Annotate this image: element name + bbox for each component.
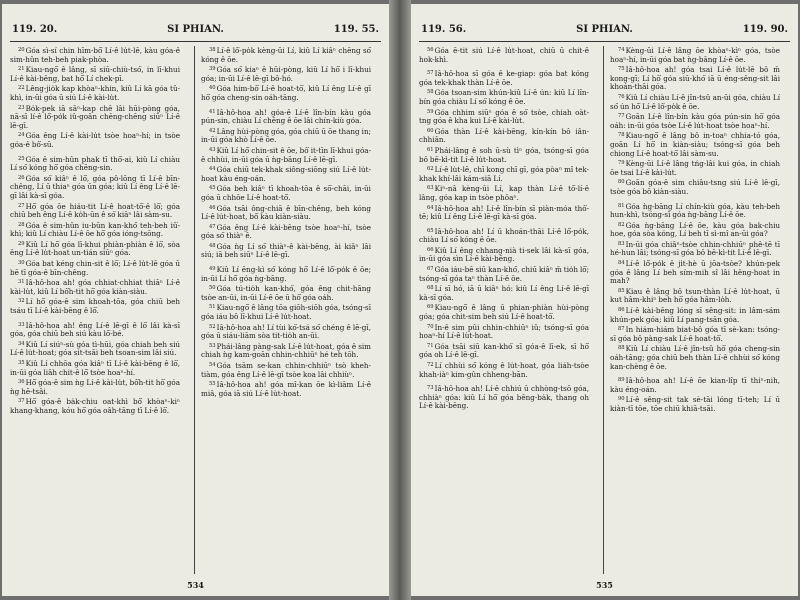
- verse-number: 70: [427, 323, 434, 330]
- verse-number: 59: [427, 108, 434, 115]
- verse-number: 43: [209, 146, 216, 153]
- verse: [610, 178, 780, 196]
- verse: [201, 65, 371, 83]
- verse-number: 58: [427, 89, 434, 96]
- verse-text: Góa ǹg-bāng Lí chín-kiù góa, kàu teh-beh hun-khì, tsóng-sī góa ǹg-bāng Lí-ê ōe.: [610, 201, 780, 220]
- verse: [610, 46, 780, 64]
- verse: [201, 204, 371, 222]
- verse-text: Góa tsām se-kan chhin-chhiūⁿ tsò kheh-tiàm, góa êng Lí-ê lē-gī tsòe koa lâi chhiùⁿ.: [201, 361, 371, 379]
- header-book-title: SI PHIAN.: [167, 24, 224, 35]
- verse: [10, 202, 180, 220]
- verse-number: 53: [209, 342, 216, 349]
- verse-text: Góa êng Lí-ê kài-lu̍t tsòe hoaⁿ-hí; in tsòe góa-ê bô͘-sū.: [10, 131, 180, 149]
- verse-number: 87: [618, 326, 625, 333]
- verse: [610, 112, 780, 130]
- verse: [201, 323, 371, 341]
- verse-number: 60: [427, 127, 434, 134]
- verse: [201, 127, 371, 145]
- verse: [610, 202, 780, 220]
- verse: [10, 278, 180, 296]
- verse: [419, 127, 589, 145]
- verse: [610, 395, 780, 413]
- verse: [610, 259, 780, 286]
- verse: [419, 146, 589, 164]
- verse-number: 45: [209, 185, 216, 192]
- header-verse-start: 119. 56.: [421, 24, 467, 35]
- verse: [201, 46, 371, 64]
- verse: [10, 65, 180, 83]
- verse: [201, 342, 371, 360]
- verse-number: 42: [209, 127, 216, 134]
- verse-text: Iâ-hô-hoa ah! Lí-ê chhiú ū chhòng-tsō góa, chhiàⁿ góa: kiû Lí hō͘ góa bêng-ba̍k, thang oh Lí-ê kài-bēng.: [419, 384, 589, 411]
- verse-number: 73: [427, 385, 434, 392]
- verse-number: 80: [618, 179, 625, 186]
- verse-number: 23: [18, 104, 25, 111]
- verse-number: 75: [618, 66, 625, 73]
- verse-text: Iâ-hô-hoa ah! êng Lí-ê lē-gī ê lō͘ lâi kà-sī góa, góa chiū beh siú kàu lō͘-bé.: [10, 320, 180, 339]
- verse: [10, 174, 180, 201]
- verse-text: Bo̍k-pek iā sāⁿ-kap chē lâi hūi-pòng góa, nā-sī lí-ê lô͘-po̍k iû-goân chēng-chēng siūⁿ Lí-ê lē-gī.: [10, 103, 180, 130]
- verse-number: 38: [209, 47, 216, 53]
- verse-text: Góa ǹg-bāng Lí-ê ōe, kàu góa bak-chiu hoe, góa sòa kóng, Lí beh tī sì-mî an-ūi góa?: [610, 220, 780, 239]
- verse: [419, 342, 589, 360]
- verse-text: Góa chhim siūⁿ góa ê só͘ tsòe, chiah oàt-tng góa ê kha kui Lí-ê kài-lu̍t.: [419, 107, 589, 126]
- header-rule: [419, 41, 790, 42]
- verse: [201, 303, 371, 321]
- verse-text: Kiû Lí chiàu Lí-ê jîn-tsû hō͘ góa cheng-sin oáh-tāng; góa chiū beh thàn Lí-ê chhùi só͘ kóng kan-chèng ê ōe.: [610, 344, 780, 371]
- verse-text: Hō͘ góa ōe hiáu-tit Lí-ê hoat-tō͘-ê lō͘; góa chiū beh êng Lí-ê ko̍h-ūn ê só͘ kiâⁿ lâi sàm-su.: [10, 201, 180, 220]
- verse: [419, 165, 589, 183]
- verse: [419, 384, 589, 411]
- header-verse-start: 119. 20.: [12, 24, 58, 35]
- verse-number: 82: [618, 221, 625, 228]
- verse: [419, 323, 589, 341]
- verse-number: 29: [18, 240, 25, 247]
- verse: [610, 93, 780, 111]
- verse-text: Kiû Lí siúⁿ-sù góa tì-hūi, góa chiah beh siú Lí-ê lu̍t-hoat; góa sit-tsāi beh tsoan-sim lâi siú.: [10, 339, 180, 358]
- verse-number: 74: [618, 47, 625, 53]
- verse-number: 22: [18, 85, 25, 92]
- verse-text: Hō͘ góa-ê sim ǹg Lí-ê kài-lu̍t, bô͘h-tit hō͘ góa ǹg hē-tsâi.: [10, 378, 180, 396]
- verse: [419, 361, 589, 379]
- verse: [610, 376, 780, 394]
- verse-number: 71: [427, 342, 434, 349]
- verse-text: Iâ-hô-hoa sī góa ê ke-giap: góa bat kóng góa tek-khak thàn Lí-ê ōe.: [419, 69, 589, 87]
- verse-number: 63: [427, 185, 434, 192]
- verse-text: Kiau-ngō͘ ê lâng, sī siū-chiù-tsó͘, in lī-khui Lí-ê kài-bēng, bat hō͘ Lí chek-pī.: [10, 65, 180, 83]
- verse: [201, 265, 371, 283]
- verse-number: 39: [209, 66, 216, 73]
- verse-number: 20: [18, 47, 25, 53]
- verse-text: Kiû Lí êng chhang-nià ti-sek lâi kà-sī góa, in-ūi góa sìn Lí-ê kài-bēng.: [419, 245, 589, 264]
- verse-text: Lí-ê lô͘-po̍k kèng-ūi Lí, kiû Lí kiâⁿ chēng só͘ kóng ê ōe.: [201, 46, 371, 64]
- verse: [201, 380, 371, 398]
- verse: [419, 303, 589, 321]
- verse-text: Lí sī hó, iā ū kiâⁿ hó: kiû Lí êng Lí-ê lē-gī kà-sī góa.: [419, 284, 589, 302]
- verse: [419, 284, 589, 302]
- verse-text: Iâ-hô-hoa ah! góa mî-kan ōe kì-liām Lí-ê miâ, góa iā siú Lí-ê lu̍t-hoat.: [201, 380, 371, 398]
- verse-number: 36: [18, 379, 25, 386]
- text-column-right: [610, 46, 780, 574]
- page-number: 535: [596, 580, 613, 590]
- verse-text: Góa bat kéng chin-sit ê lō͘; Lí-ê lu̍t-lē góa ū bē tī góa-ê bīn-chêng.: [10, 259, 180, 277]
- verse: [10, 84, 180, 102]
- verse-text: Phái-lâng ê soh ū-sù tìⁿ góa, tsóng-sī góa bô bē-kì-tit Lí-ê lu̍t-hoat.: [419, 145, 589, 164]
- verse-number: 25: [18, 155, 25, 162]
- verse-text: Kiau-ngō͘ ê lâng tōa giōh-siōh góa, tsóng-sī góa iáu bô lī-khui Lí-ê lu̍t-hoat.: [201, 303, 371, 322]
- verse-text: Kiû Lí chiàu Lí-ê jîn-tsû an-ūi góa, chiàu Lí só͘ ún hō͘ Lí-ê lô͘-po̍k ê ōe.: [610, 92, 780, 111]
- verse-text: Hō͘ góa-ê ba̍k-chiu oat-khì bô͘ khòaⁿ-kiⁿ khang-khang, kóu hō͘ góa oâh-tāng tī Lí-ê lō͘.: [10, 397, 180, 415]
- verse: [201, 242, 371, 260]
- verse-number: 30: [18, 260, 25, 267]
- verse: [419, 88, 589, 106]
- verse-text: In-ê sim pûi chhin-chhiūⁿ iû; tsóng-sī góa hoaⁿ-hí Lí-ê lu̍t-hoat.: [419, 322, 589, 341]
- verse-text: Iâ-hô-hoa ah! góa chhiat-chhiat thiāⁿ Lí-ê kài-lu̍t, kiû Lí bô͘h-tit hō͘ góa kiàn-siàu.: [10, 278, 180, 296]
- verse: [201, 165, 371, 183]
- verse: [10, 104, 180, 131]
- verse-text: Góa iáu-bē siū kan-khó͘, chiū kiâⁿ m̄ tio̍h lō͘; tsóng-sī góa taⁿ thàn Lí-ê ōe.: [419, 265, 589, 283]
- verse-number: 86: [618, 307, 625, 314]
- verse-number: 62: [427, 166, 434, 173]
- verse-text: Lí hō͘ góa-ê sim khoah-tōa, góa chiū beh tsáu tī Lí-ê kài-bēng ê lō͘.: [10, 297, 180, 316]
- verse-text: Góa tú-tio̍h kan-khó͘, góa êng chit-hāng tsòe an-ūi, in-ūi Lí-ê ōe ū hō͘ góa oáh.: [201, 284, 371, 302]
- verse: [201, 284, 371, 302]
- verse-text: Góa tsāi ông-chiā ê bīn-chêng, beh kóng Lí-ê lu̍t-hoat, bô͘ kàu kiàn-siàu.: [201, 203, 371, 222]
- verse-text: Goān Lí-ê lîn-bín kàu góa pún-sin hō͘ góa oáh: in-ūi góa tsòe Lí-ê lu̍t-hoat tsòe hoaⁿ-hí.: [610, 112, 780, 130]
- verse-number: 32: [18, 298, 25, 305]
- text-column-left: [419, 46, 589, 574]
- verse-number: 47: [209, 223, 216, 230]
- verse: [419, 69, 589, 87]
- verse: [201, 223, 371, 241]
- verse-text: Góa ǹg Lí só͘ thiàⁿ-ê kài-bēng, ài kiâⁿ lâi siú; iā beh siūⁿ Lí-ê lē-gī.: [201, 241, 371, 260]
- verse-number: 51: [209, 304, 216, 311]
- verse-text: Lí chhùi só͘ kóng ê lu̍t-hoat, góa liáh-tsòe khah-iàⁿ kim-gûn chheng-bān.: [419, 361, 589, 379]
- verse-text: Iâ-hô-hoa ah! Lí-ê ōe kian-lîp tī thiⁿ-nih, kàu éng-oán.: [610, 376, 780, 394]
- verse: [201, 361, 371, 379]
- running-header: [421, 24, 788, 38]
- verse-text: Góa só͘ kiâⁿ ê lō͘, góa pô-lōng tī Lí-ê bīn-chêng, Lí ū thiaⁿ góa ūn góa; kiû Lí êng Lí-ê lē-gī lâi kà-sī góa.: [10, 173, 180, 200]
- verse: [419, 184, 589, 202]
- verse-text: Goān góa-ê sim chiâu-tsng siú Lí-ê lē-gī, tsòe góa bô kiàn-siàu.: [610, 178, 780, 196]
- verse-text: Góa chiū tek-khak siông-siōng siú Lí-ê lu̍t-hoat kàu éng-oán.: [201, 165, 371, 183]
- verse-text: Góa ê sim-hûn phak tī thô͘-ai, kiû Lí chiàu Lí só͘ kóng hō͘ góa chēng-sin.: [10, 154, 180, 173]
- verse-number: 65: [427, 227, 434, 234]
- verse-text: Phái-lâng pàng-sak Lí-ê lu̍t-hoat, góa ê sim chiah ǹg kam-goān chhin-chhiūⁿ hé teh tōh.: [201, 341, 371, 360]
- verse-number: 27: [18, 202, 25, 209]
- verse-text: Iâ-hô-hoa ah! Lí tùi kó͘-tsá só͘ chéng ê lē-gī, góa ū siáu-liām sòa tit-tio̍h an-ūi.: [201, 322, 371, 341]
- header-book-title: SI PHIAN.: [576, 24, 633, 35]
- verse-number: 52: [209, 323, 216, 330]
- verse: [419, 265, 589, 283]
- book-gutter: [389, 0, 411, 600]
- verse: [610, 221, 780, 239]
- verse-text: Kiû Lí hō͘ góa lī-khui phiàn-phiàn ê lō͘, sòa êng Lí-ê lu̍t-hoat un-tián siūⁿ góa.: [10, 239, 180, 258]
- verse: [201, 184, 371, 202]
- verse-text: Góa beh kiâⁿ tī khoah-tōa ê sō͘-chāi, in-ūi góa ū chhōe Lí-ê hoat-tō͘.: [201, 184, 371, 202]
- verse-number: 69: [427, 304, 434, 311]
- verse-number: 49: [209, 266, 216, 273]
- verse-number: 77: [618, 113, 625, 120]
- verse-number: 83: [618, 240, 625, 247]
- verse-text: Kiû Lí chhōa góa kiâⁿ tī Lí-ê kài-bēng ê lō͘, in-ūi góa liâh chit-ê lō͘ tsòe hoaⁿ-hí.: [10, 359, 180, 377]
- verse: [10, 321, 180, 339]
- verse-text: Lí-ê lu̍t-lē, chī kong chī gī, góa pòaⁿ mî tek-khak khí-lâi kám-siā Lí.: [419, 165, 589, 183]
- verse: [419, 227, 589, 245]
- verse-number: 79: [618, 160, 625, 167]
- verse: [419, 204, 589, 222]
- verse-text: Iâ-hô-hoa ah! góa tsai Lí-ê lu̍t-lē bô m̄ kong-gī; Lí hō͘ góa siū-khó͘ iā ū éng-sêng-sit lâi khoán-thāi góa.: [610, 65, 780, 92]
- verse-number: 64: [427, 204, 434, 211]
- verse-text: Góa ē-tit siú Lí-ê lu̍t-hoat, chiū ū chit-ê hok-khì.: [419, 46, 589, 64]
- verse-text: Góa him-bō͘ Lí-ê hoat-tō͘, kiû Lí êng Lí-ê gī hō͘ góa cheng-sin oáh-tāng.: [201, 84, 371, 102]
- verse-number: 57: [427, 70, 434, 77]
- verse-text: Kiau-ngō͘ ê lâng ū phian-phiàn hùi-pòng góa; góa chit-sim beh siú Lí-ê hoat-tō͘.: [419, 303, 589, 322]
- verse-number: 85: [618, 287, 625, 294]
- verse-number: 28: [18, 221, 25, 228]
- column-divider: [194, 46, 195, 574]
- verse: [201, 108, 371, 126]
- verse-number: 66: [427, 246, 434, 253]
- verse-number: 44: [209, 166, 216, 173]
- verse-number: 48: [209, 242, 216, 249]
- verse-text: Góa thàn Lí-ê kài-bēng, kín-kín bô iân-chhiân.: [419, 126, 589, 145]
- verse-text: Lí-ê kài-bēng lóng sī sêng-sit: in lâm-sám khún-pek góa; kiû Lí pang-tsān góa.: [610, 306, 780, 324]
- verse-text: Lí-ê lô͘-po̍k ê ji̍t-hè ū jōa-tsòe? khún-pek góa ê lâng Lí beh sím-mih sî lâi hêng-hoat in mah?: [610, 259, 780, 286]
- verse-number: 56: [427, 47, 434, 53]
- verse-number: 33: [18, 321, 25, 328]
- verse-text: Lí-ê sêng-sit tak sè-tāi lóng tī-teh; Lí ū kiàn-tī tōe, tōe chiū khiā-tsāi.: [610, 395, 780, 413]
- verse: [10, 155, 180, 173]
- verse-text: Kiau ê lâng bô tsun-thàn Lí-ê lu̍t-hoat, ū kut hâm-khiⁿ beh hō͘ góa hâm-lo̍h.: [610, 286, 780, 305]
- running-header: [12, 24, 379, 38]
- verse-number: 55: [209, 381, 216, 388]
- verse: [610, 344, 780, 371]
- verse-text: Lâng hùi-pòng góa, góa chiū ū ōe thang in; in-ūi góa khò Lí-ê ōe.: [201, 126, 371, 145]
- verse: [610, 287, 780, 305]
- verse-number: 46: [209, 204, 216, 211]
- verse-number: 24: [18, 132, 25, 139]
- verse: [610, 306, 780, 324]
- verse-number: 76: [618, 93, 625, 100]
- verse-number: 68: [427, 285, 434, 292]
- verse: [10, 259, 180, 277]
- verse: [10, 297, 180, 315]
- verse-text: Góa sì-sí chin hīm-bō͘ Lí-ê lu̍t-lē, kàu góa-ê sim-hûn teh-beh piak-phòa.: [10, 46, 180, 64]
- header-verse-end: 119. 90.: [742, 24, 788, 35]
- column-divider: [603, 46, 604, 574]
- verse: [10, 397, 180, 415]
- verse-text: Iâ-hô-hoa ah! Lí-ê lîn-bín sī piàn-móa thô͘-tē; kiû Lí êng Lí-ê lē-gī kà-sī góa.: [419, 203, 589, 222]
- verse: [10, 240, 180, 258]
- verse: [10, 340, 180, 358]
- verse: [10, 378, 180, 396]
- header-verse-end: 119. 55.: [333, 24, 379, 35]
- verse-number: 81: [618, 202, 625, 209]
- verse-number: 78: [618, 132, 625, 139]
- verse-text: In hiám-hiám biat-bô góa tī sè-kan: tsóng-sī góa bô pàng-sak Lí-ê hoat-tō͘.: [610, 325, 780, 343]
- verse-number: 34: [18, 340, 25, 347]
- verse-number: 61: [427, 146, 434, 153]
- right-page: [411, 4, 798, 596]
- verse-text: Kiû Lí hō͘ chin-sit ê ōe, bô͘ it-tīn lī-khui góa-ê chhùi, in-ūi góa ū ǹg-bāng Lí-ê lē-gī.: [201, 145, 371, 164]
- page-number: 534: [187, 580, 204, 590]
- left-page: [2, 4, 389, 596]
- verse-number: 37: [18, 398, 25, 405]
- verse: [10, 359, 180, 377]
- verse-text: Góa êng Lí-ê kài-bēng tsòe hoaⁿ-hí, tsòe góa só͘ thiàⁿ ê.: [201, 222, 371, 241]
- verse-number: 50: [209, 285, 216, 292]
- verse-number: 67: [427, 266, 434, 273]
- verse-text: Góa só͘ kiaⁿ ê hūi-pòng, kiû Lí hō͘ i lī-khui góa; in-ūi Lí-ê lē-gī bô-hó.: [201, 65, 371, 83]
- verse: [419, 46, 589, 64]
- verse-number: 72: [427, 362, 434, 368]
- verse-number: 35: [18, 360, 25, 366]
- verse-number: 41: [209, 108, 216, 115]
- verse: [201, 84, 371, 102]
- verse: [10, 131, 180, 149]
- verse: [610, 159, 780, 177]
- verse: [10, 221, 180, 239]
- verse-number: 90: [618, 396, 625, 403]
- verse-text: Góa tsāi siū kan-khó͘ sī góa-ê lī-ek, sī hō͘ góa oh Lí-ê lē-gī.: [419, 341, 589, 360]
- verse-number: 89: [618, 377, 625, 384]
- verse-number: 31: [18, 279, 25, 286]
- verse: [610, 65, 780, 92]
- verse-number: 40: [209, 85, 216, 92]
- verse-text: Kèng-ūi Lí-ê lâng tńg-lâi kui góa, in chiah ōe tsai Lí-ê kài-lu̍t.: [610, 159, 780, 177]
- verse: [610, 240, 780, 258]
- verse-text: Góa ê sim-hûn iu-būn kan-khó͘ teh-beh iû͘-khì; kiû Lí chiàu Lí-ê ōe hō͘ góa ióng-tsōng.: [10, 220, 180, 239]
- verse-number: 84: [618, 260, 625, 267]
- verse-text: Kiau-ngō͘ ê lâng bô in-toaⁿ chhia-tó góa, goān Lí hō͘ in kiàn-siàu; tsóng-sī góa beh chiong Lí-ê hoat-tō͘ lâi sàm-su.: [610, 131, 780, 158]
- verse-number: 88: [618, 345, 625, 352]
- verse-text: Kiû Lí ēng-kì só͘ kóng hō͘ Lí-ê lô͘-po̍k ê ōe; in-ūi Lí hō͘ góa ǹg-bāng.: [201, 265, 371, 283]
- verse: [610, 131, 780, 158]
- verse: [419, 108, 589, 126]
- verse-text: Iâ-hô-hoa ah! Lí ū khoán-thāi Lí-ê lô͘-po̍k, chiàu Lí só͘ kóng ê ōe.: [419, 226, 589, 245]
- verse-number: 26: [18, 174, 25, 181]
- verse-text: Kiⁿ-nā kèng-ūi Lí, kap thàn Lí-ê tō͘-lí-ê lâng, góa kap in tsòe phōaⁿ.: [419, 184, 589, 202]
- text-column-left: [10, 46, 180, 574]
- verse-text: Kèng-ūi Lí-ê lâng ōe khòaⁿ-kìⁿ góa, tsòe hoaⁿ-hí, in-ūi góa bat ǹg-bāng Lí-ê ōe.: [610, 46, 780, 64]
- verse-text: In-ūi góa chiâⁿ-tsòe chhin-chhiūⁿ phê-tē tī hé-hun lâi; tsóng-sī góa bô bē-kì-tit Lí-ê lē-gī.: [610, 239, 780, 258]
- text-column-right: [201, 46, 371, 574]
- header-rule: [10, 41, 381, 42]
- verse-text: Góa tsoan-sim khún-kiû Lí-ê ún: kiû Lí lîn-bín góa chiàu Lí só͘ kóng ê ōe.: [419, 88, 589, 106]
- verse-text: Iâ-hô-hoa ah! góa-ê Lí-ê lîn-bín kàu góa pún-sin, chiàu Lí chēng ê ōe lâi chín-kiù góa.: [201, 107, 371, 126]
- verse: [10, 46, 180, 64]
- verse-number: 54: [209, 362, 216, 368]
- verse-number: 21: [18, 66, 25, 73]
- verse: [419, 246, 589, 264]
- verse: [201, 146, 371, 164]
- verse: [610, 325, 780, 343]
- verse-text: Lêng-jio̍k kap khòaⁿ-khin, kiû Lí kā góa tû-khì, in-ūi góa ū siú Lí-ê kài-lu̍t.: [10, 84, 180, 102]
